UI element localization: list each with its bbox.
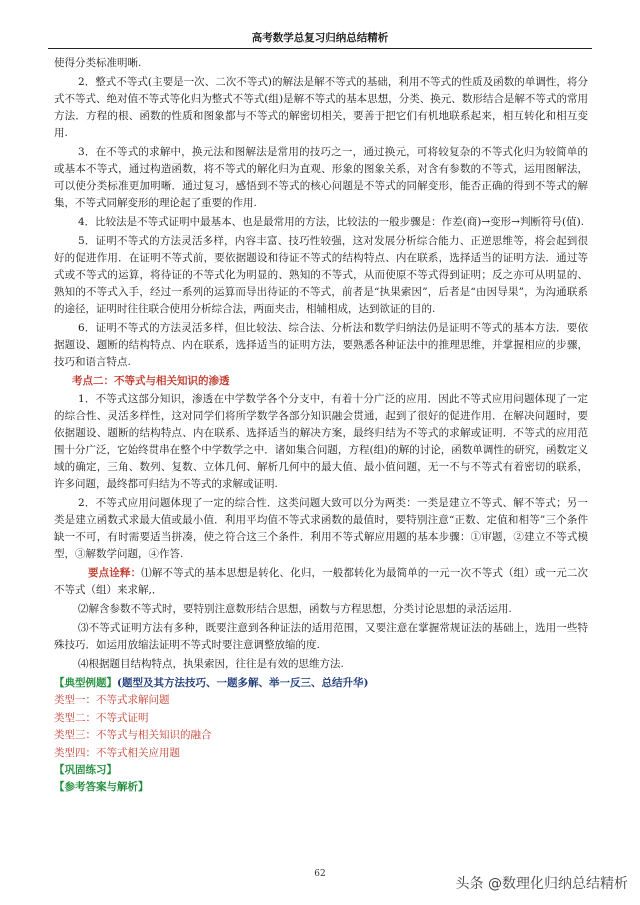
typical-examples-heading [54, 675, 588, 692]
kaodian-paragraph-1: 1．不等式这部分知识，渗透在中学数学各个分支中，有着十分广泛的应用．因此不等式应用问题体现了一定的综合性、灵活多样性，这对同学们将所学数学各部分知识融会贯通，起到了很好的促进作用．在解决问题时，要依据题设、题断的结构特点、内在联系、选择适当的解决方案，最终归结为不等式的求解或证明．不等式的应用范围十分广泛，它始终贯串在整个中学数学之中．诸如集合问题，方程(组)的解的讨论，函数单调性的研究，函数定义域的确定，三角、数列、复数、立体几何、解析几何中的最大值、最小值问题，无一不与不等式有着密切的联系，许多问题，最终都可归结为不等式的求解或证明. [54, 393, 588, 490]
key-point-label: 要点诠释： [88, 567, 142, 579]
key-point-3: ⑶不等式证明方法有多种，既要注意到各种证法的适用范围，又要注意在掌握常规证法的基础上，选用一些特殊技巧．如运用放缩法证明不等式时要注意调整放缩的度. [54, 622, 588, 651]
key-point-4: ⑷根据题目结构特点，执果索因，往往是有效的思维方法. [78, 658, 344, 670]
key-point-text-1: ⑴解不等式的基本思想是转化、化归，一般都转化为最简单的一元一次不等式（组）或一元二次不等式（组）来求解,． [54, 567, 589, 596]
typical-examples-label: 【典型例题】 [54, 677, 117, 689]
section-title-kaodian: 考点二：不等式与相关知识的渗透 [72, 375, 230, 387]
document-body [54, 55, 588, 796]
paragraph-4: 5．证明不等式的方法灵活多样，内容丰富、技巧性较强，这对发展分析综合能力、正逆思维等，将会起到很好的促进作用．在证明不等式前，要依据题设和待证不等式的结构特点、内在联系，选择适当的证明方法．通过等式或不等式的运算，将待证的不等式化为明显的、熟知的不等式，从而使原不等式得到证明；反之亦可从明显的、熟知的不等式入手，经过一系列的运算而导出待证的不等式，前者是“执果索因”，后者是“由因导果”，为沟通联系的途径，证明时往往联合使用分析综合法，两面夹击，相辅相成，达到欲证的目的. [54, 235, 588, 315]
paragraph-1: 2．整式不等式(主要是一次、二次不等式)的解法是解不等式的基础，利用不等式的性质及函数的单调性，将分式不等式、绝对值不等式等化归为整式不等式(组)是解不等式的基本思想，分类、换元、数形结合是解不等式的常用方法．方程的根、函数的性质和图象都与不等式的解密切相关，要善于把它们有机地联系起来，相互转化和相互变用. [54, 76, 588, 139]
type-item-4: 类型四：不等式相关应用题 [54, 746, 180, 759]
paragraph-0: 使得分类标准明晰. [54, 57, 142, 69]
page-header: 高考数学总复习归纳总结精析 [48, 30, 592, 49]
key-point-1 [54, 565, 588, 599]
paragraph-3: 4．比较法是不等式证明中最基本、也是最常用的方法，比较法的一般步骤是：作差(商)→变形→判断符号(值). [78, 216, 584, 228]
answers-heading: 【参考答案与解析】 [54, 781, 149, 793]
type-item-1: 类型一：不等式求解问题 [54, 694, 170, 706]
practice-heading: 【巩固练习】 [54, 764, 117, 776]
typical-examples-desc: (题型及其方法技巧、一题多解、举一反三、总结升华) [117, 677, 369, 689]
type-item-3: 类型三：不等式与相关知识的融合 [54, 729, 212, 741]
watermark-text: 头条 @数理化归纳总结精析 [455, 876, 628, 892]
paragraph-2: 3．在不等式的求解中，换元法和图解法是常用的技巧之一，通过换元，可将较复杂的不等式化归为较简单的或基本不等式，通过构造函数，将不等式的解化归为直观、形象的图象关系，对含有参数的不等式，运用图解法，可以使分类标准更加明晰．通过复习，感悟到不等式的核心问题是不等式的同解变形，能否正确的得到不等式的解集，不等式同解变形的理论起了重要的作用. [54, 146, 588, 209]
paragraph-5: 6．证明不等式的方法灵活多样，但比较法、综合法、分析法和数学归纳法仍是证明不等式的基本方法．要依据题设、题断的结构特点、内在联系，选择适当的证明方法，要熟悉各种证法中的推理思维，并掌握相应的步骤，技巧和语言特点. [54, 322, 588, 368]
watermark [456, 873, 628, 893]
page-number: 62 [314, 869, 326, 879]
key-point-2: ⑵解含参数不等式时，要特别注意数形结合思想，函数与方程思想，分类讨论思想的录活运用. [78, 603, 512, 615]
kaodian-paragraph-2: 2．不等式应用问题体现了一定的综合性．这类问题大致可以分为两类：一类是建立不等式、解不等式；另一类是建立函数式求最大值或最小值．利用平均值不等式求函数的最值时，要特别注意“正数、定值和相等”三个条件缺一不可，有时需要适当拼凑，使之符合这三个条件．利用不等式解应用题的基本步骤：①审题，②建立不等式模型，③解数学问题，④作答. [54, 497, 588, 560]
type-item-2: 类型二：不等式证明 [54, 711, 149, 724]
